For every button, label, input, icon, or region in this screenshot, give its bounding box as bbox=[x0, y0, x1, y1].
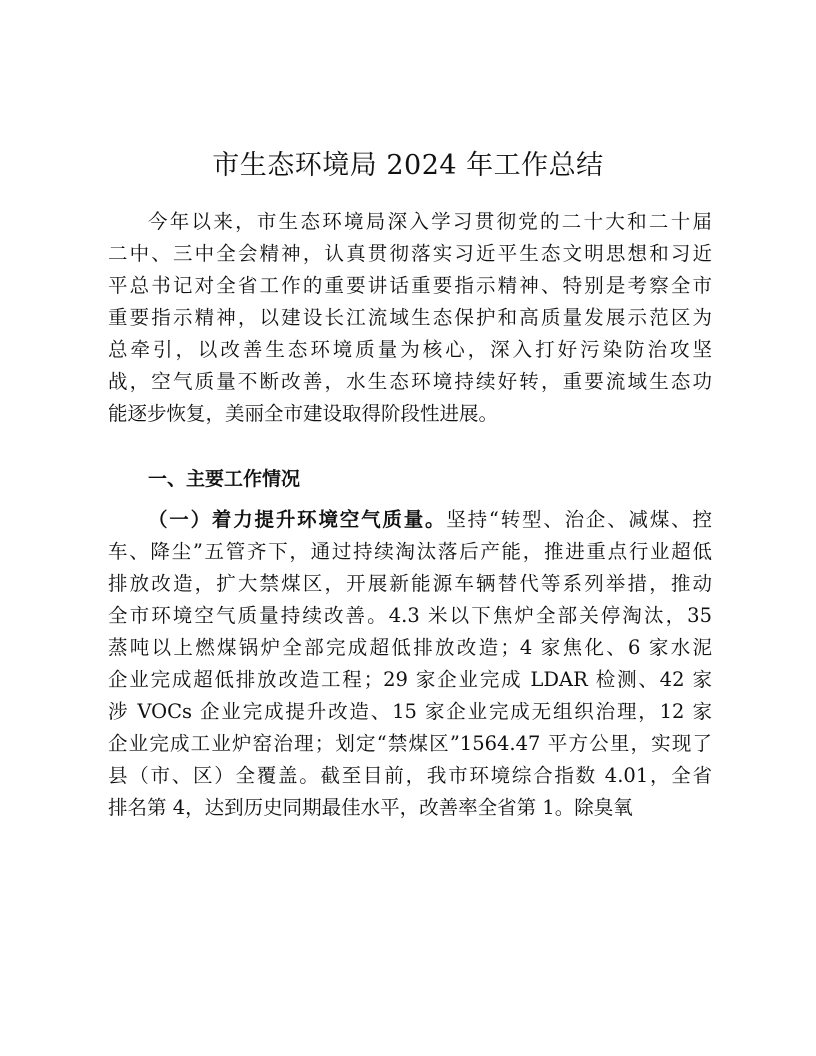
subsection-1-first-line bbox=[148, 504, 712, 536]
intro-line-4: 重要指示精神，以建设长江流域生态保护和高质量发展示范区为 bbox=[108, 306, 712, 329]
subsection-1-line-7: 涉 VOCs 企业完成提升改造、15 家企业完成无组织治理，12 家 bbox=[108, 700, 712, 723]
intro-line-2: 二中、三中全会精神，认真贯彻落实习近平生态文明思想和习近 bbox=[108, 242, 712, 265]
intro-line-6: 战，空气质量不断改善，水生态环境持续好转，重要流域生态功 bbox=[108, 370, 712, 393]
intro-line-5: 总牵引，以改善生态环境质量为核心，深入打好污染防治攻坚 bbox=[108, 338, 712, 361]
document-title: 市生态环境局 2024 年工作总结 bbox=[212, 150, 604, 181]
subsection-1-line-5: 蒸吨以上燃煤锅炉全部完成超低排放改造；4 家焦化、6 家水泥 bbox=[108, 636, 712, 659]
subsection-1-line-10: 排名第 4，达到历史同期最佳水平，改善率全省第 1。除臭氧 bbox=[108, 796, 633, 819]
subsection-1-line-2: 车、降尘”五管齐下，通过持续淘汰落后产能，推进重点行业超低 bbox=[108, 540, 712, 563]
subsection-1-first-line-text: 坚持“转型、治企、减煤、控 bbox=[446, 508, 712, 531]
subsection-1-line-8: 企业完成工业炉窑治理；划定“禁煤区”1564.47 平方公里，实现了 bbox=[108, 732, 712, 755]
intro-line-7: 能逐步恢复，美丽全市建设取得阶段性进展。 bbox=[108, 402, 499, 425]
intro-line-3: 平总书记对全省工作的重要讲话重要指示精神、特别是考察全市 bbox=[108, 274, 712, 297]
subsection-1-line-4: 全市环境空气质量持续改善。4.3 米以下焦炉全部关停淘汰，35 bbox=[108, 604, 712, 627]
subsection-1-label: （一）着力提升环境空气质量。 bbox=[148, 508, 447, 531]
subsection-1-line-6: 企业完成超低排放改造工程；29 家企业完成 LDAR 检测、42 家 bbox=[108, 668, 712, 691]
section-heading-1: 一、主要工作情况 bbox=[148, 468, 301, 490]
subsection-1-line-3: 排放改造，扩大禁煤区，开展新能源车辆替代等系列举措，推动 bbox=[108, 572, 712, 595]
intro-line-1: 今年以来，市生态环境局深入学习贯彻党的二十大和二十届 bbox=[148, 210, 712, 233]
subsection-1-line-9: 县（市、区）全覆盖。截至目前，我市环境综合指数 4.01，全省 bbox=[108, 764, 712, 787]
